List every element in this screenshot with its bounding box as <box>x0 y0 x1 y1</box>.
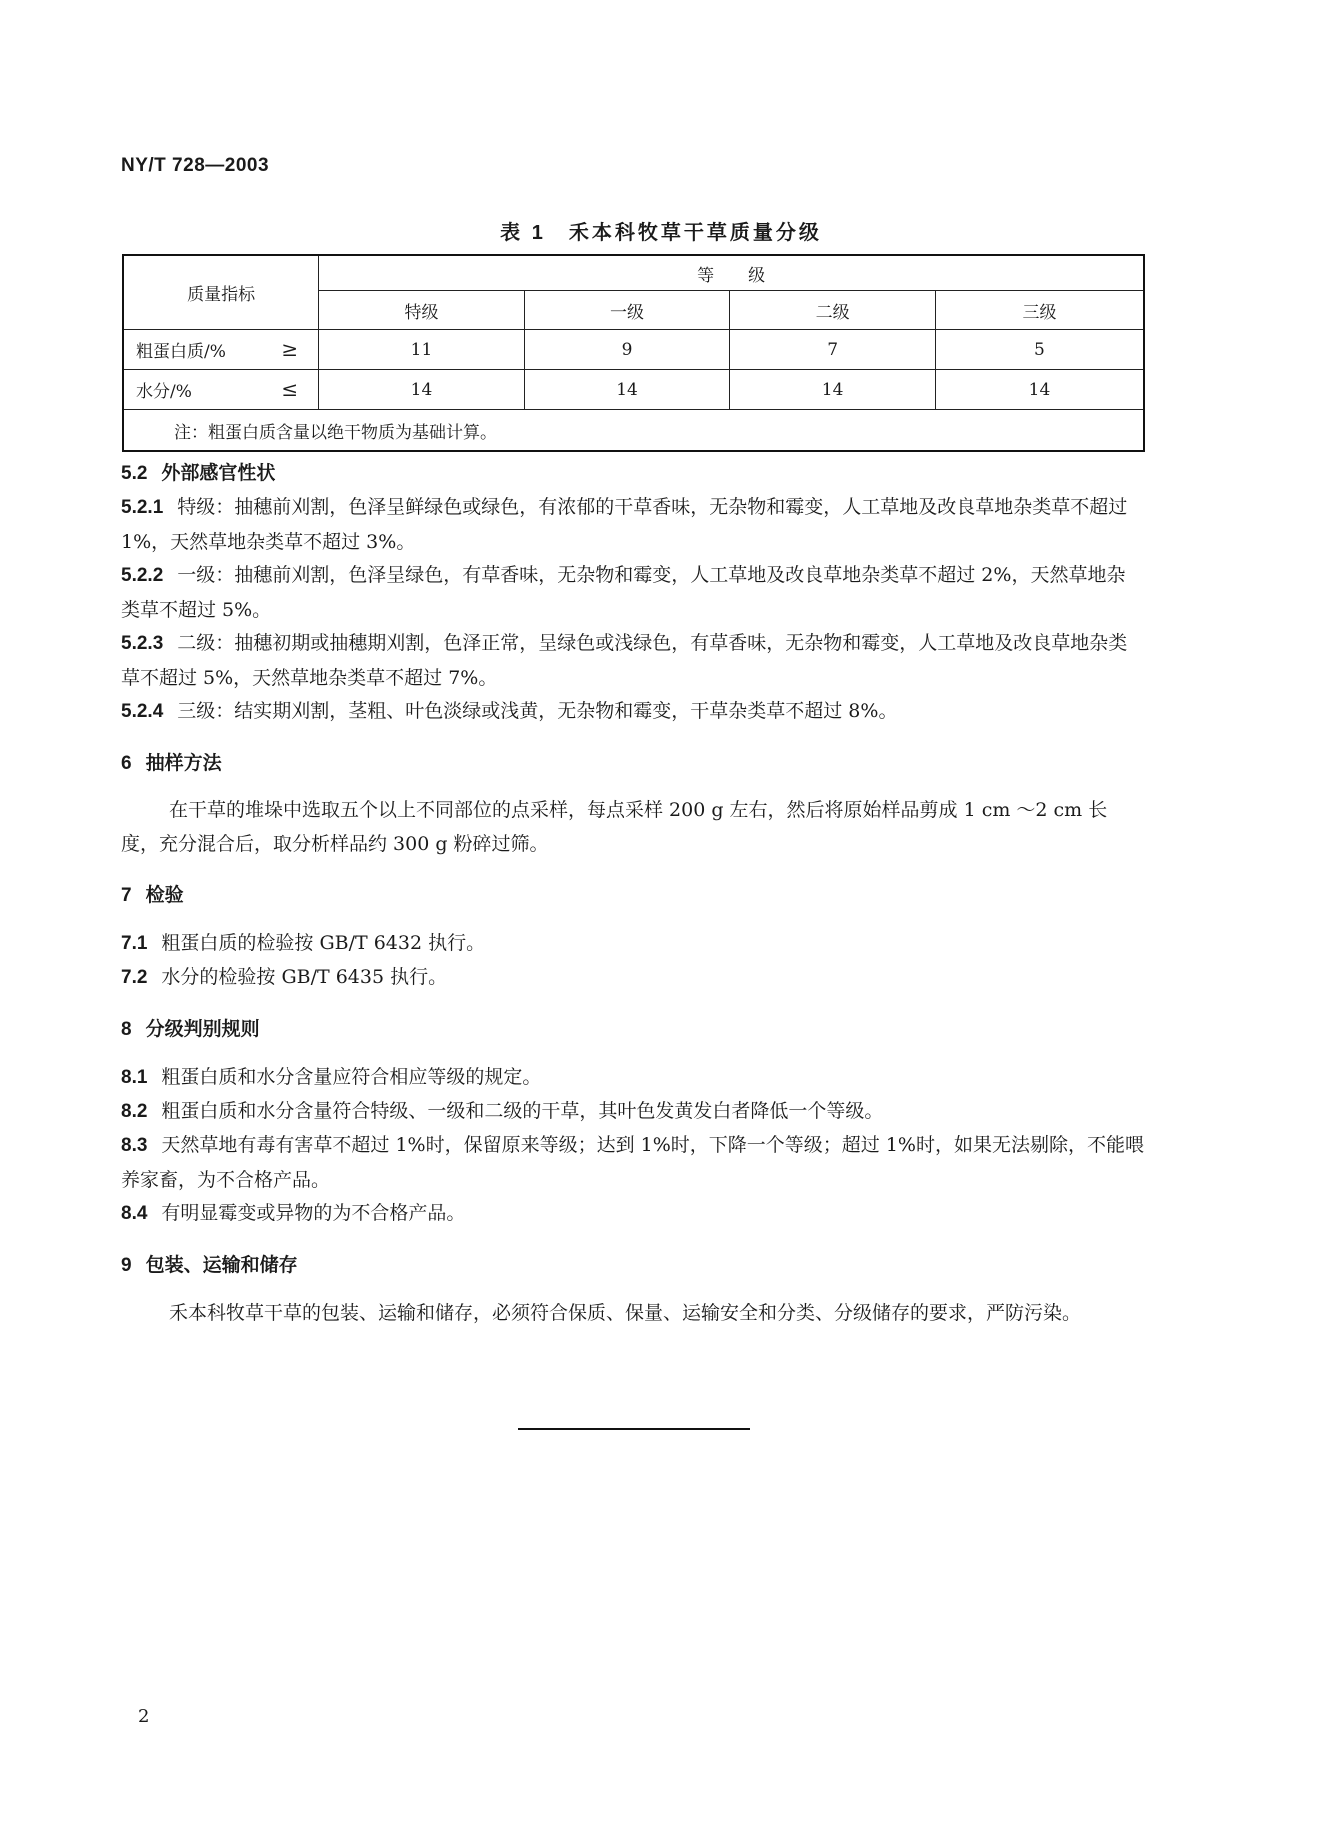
end-rule <box>518 1428 750 1430</box>
row-label <box>123 370 319 410</box>
standard-code: NY/T 728—2003 <box>121 155 270 176</box>
clause-number: 5.2.2 <box>121 565 164 586</box>
table-row <box>123 330 1144 370</box>
clause-5-2-1 <box>121 490 1144 559</box>
table-title: 表 1 禾本科牧草干草质量分级 <box>500 222 822 244</box>
section-number: 5.2 <box>121 463 148 484</box>
clause-5-2-2 <box>121 558 1144 627</box>
table-cell: 9 <box>524 330 730 370</box>
table-header-row <box>123 255 1144 291</box>
row-label-text: 粗蛋白质/% <box>136 342 226 362</box>
table-cell: 14 <box>524 370 730 410</box>
row-label <box>123 330 319 370</box>
clause-7-2 <box>121 960 1144 995</box>
clause-text: 一级：抽穗前刈割，色泽呈绿色，有草香味，无杂物和霉变，人工草地及改良草地杂类草不超过 2%，天然草地杂类草不超过 5%。 <box>121 564 1126 621</box>
comparison-symbol: ≥ <box>281 337 299 361</box>
clause-text: 天然草地有毒有害草不超过 1%时，保留原来等级；达到 1%时，下降一个等级；超过 1%时，如果无法剔除，不能喂养家畜，为不合格产品。 <box>121 1134 1144 1191</box>
clause-8-4 <box>121 1196 1144 1231</box>
clause-number: 5.2.4 <box>121 701 164 722</box>
row-label-text: 水分/% <box>136 382 192 402</box>
table-note: 注：粗蛋白质含量以绝干物质为基础计算。 <box>123 410 1144 452</box>
clause-text: 二级：抽穗初期或抽穗期刈割，色泽正常，呈绿色或浅绿色，有草香味，无杂物和霉变，人工草地及改良草地杂类草不超过 5%，天然草地杂类草不超过 7%。 <box>121 632 1128 689</box>
section-9-body: 禾本科牧草干草的包装、运输和储存，必须符合保质、保量、运输安全和分类、分级储存的要求，严防污染。 <box>169 1302 1082 1324</box>
clause-text: 粗蛋白质和水分含量符合特级、一级和二级的干草，其叶色发黄发白者降低一个等级。 <box>161 1100 884 1122</box>
clause-number: 5.2.3 <box>121 633 164 654</box>
clause-number: 5.2.1 <box>121 497 164 518</box>
grade-header: 特级 <box>319 291 525 330</box>
grade-header: 二级 <box>730 291 936 330</box>
grade-header: 三级 <box>935 291 1144 330</box>
clause-number: 7.1 <box>121 933 148 954</box>
grade-header: 一级 <box>524 291 730 330</box>
clause-8-1 <box>121 1060 1144 1095</box>
clause-text: 三级：结实期刈割，茎粗、叶色淡绿或浅黄，无杂物和霉变，干草杂类草不超过 8%。 <box>177 700 898 722</box>
clause-text: 粗蛋白质的检验按 GB/T 6432 执行。 <box>161 932 486 954</box>
clause-number: 8.4 <box>121 1203 148 1224</box>
clause-text: 特级：抽穗前刈割，色泽呈鲜绿色或绿色，有浓郁的干草香味，无杂物和霉变，人工草地及改良草地杂类草不超过 1%，天然草地杂类草不超过 3%。 <box>121 496 1128 553</box>
section-title: 包装、运输和储存 <box>145 1255 298 1276</box>
clause-5-2-3 <box>121 626 1144 695</box>
col-header-index: 质量指标 <box>123 255 319 330</box>
section-title: 分级判别规则 <box>145 1019 260 1040</box>
section-number: 9 <box>121 1255 132 1276</box>
table-cell: 7 <box>730 330 936 370</box>
clause-number: 8.2 <box>121 1101 148 1122</box>
clause-text: 水分的检验按 GB/T 6435 执行。 <box>161 966 448 988</box>
table-row <box>123 370 1144 410</box>
comparison-symbol: ≤ <box>281 377 299 401</box>
table-cell: 11 <box>319 330 525 370</box>
clause-8-3 <box>121 1128 1144 1197</box>
section-6-body: 在干草的堆垛中选取五个以上不同部位的点采样，每点采样 200 g 左右，然后将原始样品剪成 1 cm ～2 cm 长度，充分混合后，取分析样品约 300 g 粉碎过筛。 <box>121 799 1108 855</box>
section-7-heading <box>121 878 1144 913</box>
table-cell: 5 <box>935 330 1144 370</box>
table-cell: 14 <box>319 370 525 410</box>
clause-5-2-4 <box>121 694 1144 729</box>
section-9-heading <box>121 1248 1144 1283</box>
section-number: 6 <box>121 753 132 774</box>
section-title: 检验 <box>145 885 184 906</box>
section-number: 8 <box>121 1019 132 1040</box>
section-8-heading <box>121 1012 1144 1047</box>
clause-7-1 <box>121 926 1144 961</box>
clause-number: 8.1 <box>121 1067 148 1088</box>
clause-8-2 <box>121 1094 1144 1129</box>
table-note-row <box>123 410 1144 452</box>
page-number: 2 <box>138 1706 150 1727</box>
section-number: 7 <box>121 885 132 906</box>
section-title: 外部感官性状 <box>161 463 276 484</box>
table-cell: 14 <box>730 370 936 410</box>
section-title: 抽样方法 <box>145 753 222 774</box>
table-cell: 14 <box>935 370 1144 410</box>
quality-grade-table <box>122 254 1145 452</box>
clause-number: 7.2 <box>121 967 148 988</box>
clause-number: 8.3 <box>121 1135 148 1156</box>
section-6-heading <box>121 746 1144 781</box>
section-5-2-heading <box>121 456 1144 491</box>
clause-text: 粗蛋白质和水分含量应符合相应等级的规定。 <box>161 1066 542 1088</box>
clause-text: 有明显霉变或异物的为不合格产品。 <box>161 1202 466 1224</box>
col-header-grade: 等 级 <box>319 255 1144 291</box>
